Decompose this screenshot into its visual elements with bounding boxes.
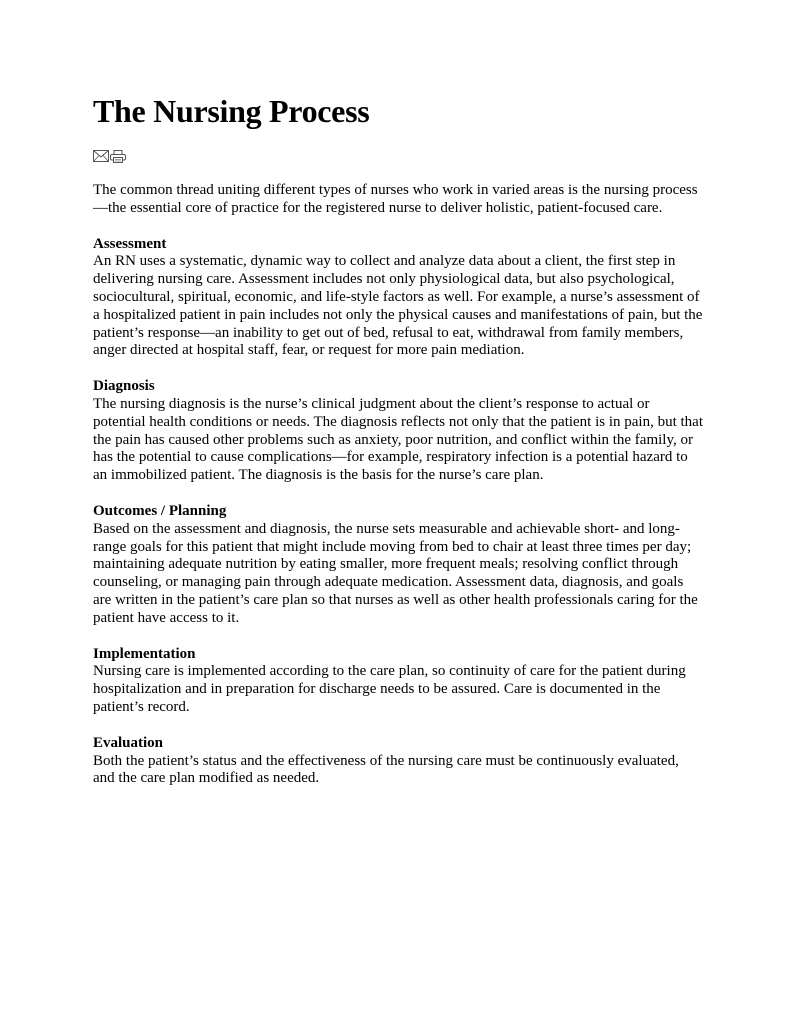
section-diagnosis [93, 378, 703, 485]
section-body: Both the patient’s status and the effectiveness of the nursing care must be continuously evaluated, and the care plan modified as needed. [93, 752, 679, 787]
section-outcomes-planning [93, 503, 703, 628]
section-heading: Assessment [93, 235, 167, 252]
section-body: An RN uses a systematic, dynamic way to collect and analyze data about a client, the first step in delivering nursing care. Assessment includes not only physiological data, but also psychological, sociocultural, spiritual, economic, and life-style factors as well. For example, a nurse’s assessment of a hospitalized patient in pain includes not only the physical causes and manifestations of pain, but the patient’s response—an inability to get out of bed, refusal to eat, withdrawal from family members, anger directed at hospital staff, fear, or request for more pain mediation. [93, 253, 703, 359]
article [93, 92, 703, 788]
section-body: Based on the assessment and diagnosis, the nurse sets measurable and achievable short- and long-range goals for this patient that might include moving from bed to chair at least three times per day; maintaining adequate nutrition by eating smaller, more frequent meals; resolving conflict through counseling, or managing pain through adequate medication. Assessment data, diagnosis, and goals are written in the patient’s care plan so that nurses as well as other health professionals caring for the patient have access to it. [93, 520, 698, 626]
section-heading: Diagnosis [93, 378, 155, 395]
intro-paragraph: The common thread uniting different types of nurses who work in varied areas is the nursing process—the essential core of practice for the registered nurse to deliver holistic, patient-focused care. [93, 182, 698, 216]
section-body: Nursing care is implemented according to the care plan, so continuity of care for the patient during hospitalization and in preparation for discharge needs to be assured. Care is documented in the patient’s record. [93, 663, 686, 715]
section-implementation [93, 646, 703, 717]
email-icon[interactable] [93, 150, 109, 162]
section-heading: Evaluation [93, 734, 164, 751]
print-icon[interactable] [110, 150, 126, 163]
page-title: The Nursing Process [93, 93, 370, 129]
section-body: The nursing diagnosis is the nurse’s clinical judgment about the client’s response to actual or potential health conditions or needs. The diagnosis reflects not only that the patient is in pain, but that the pain has caused other problems such as anxiety, poor nutrition, and conflict within the family, or has the potential to cause complications—for example, respiratory infection is a potential hazard to an immobilized patient. The diagnosis is the basis for the nurse’s care plan. [93, 395, 704, 484]
section-heading: Outcomes / Planning [93, 502, 227, 519]
section-assessment [93, 236, 703, 361]
share-tools [93, 149, 703, 163]
section-heading: Implementation [93, 645, 196, 662]
section-evaluation [93, 735, 703, 788]
